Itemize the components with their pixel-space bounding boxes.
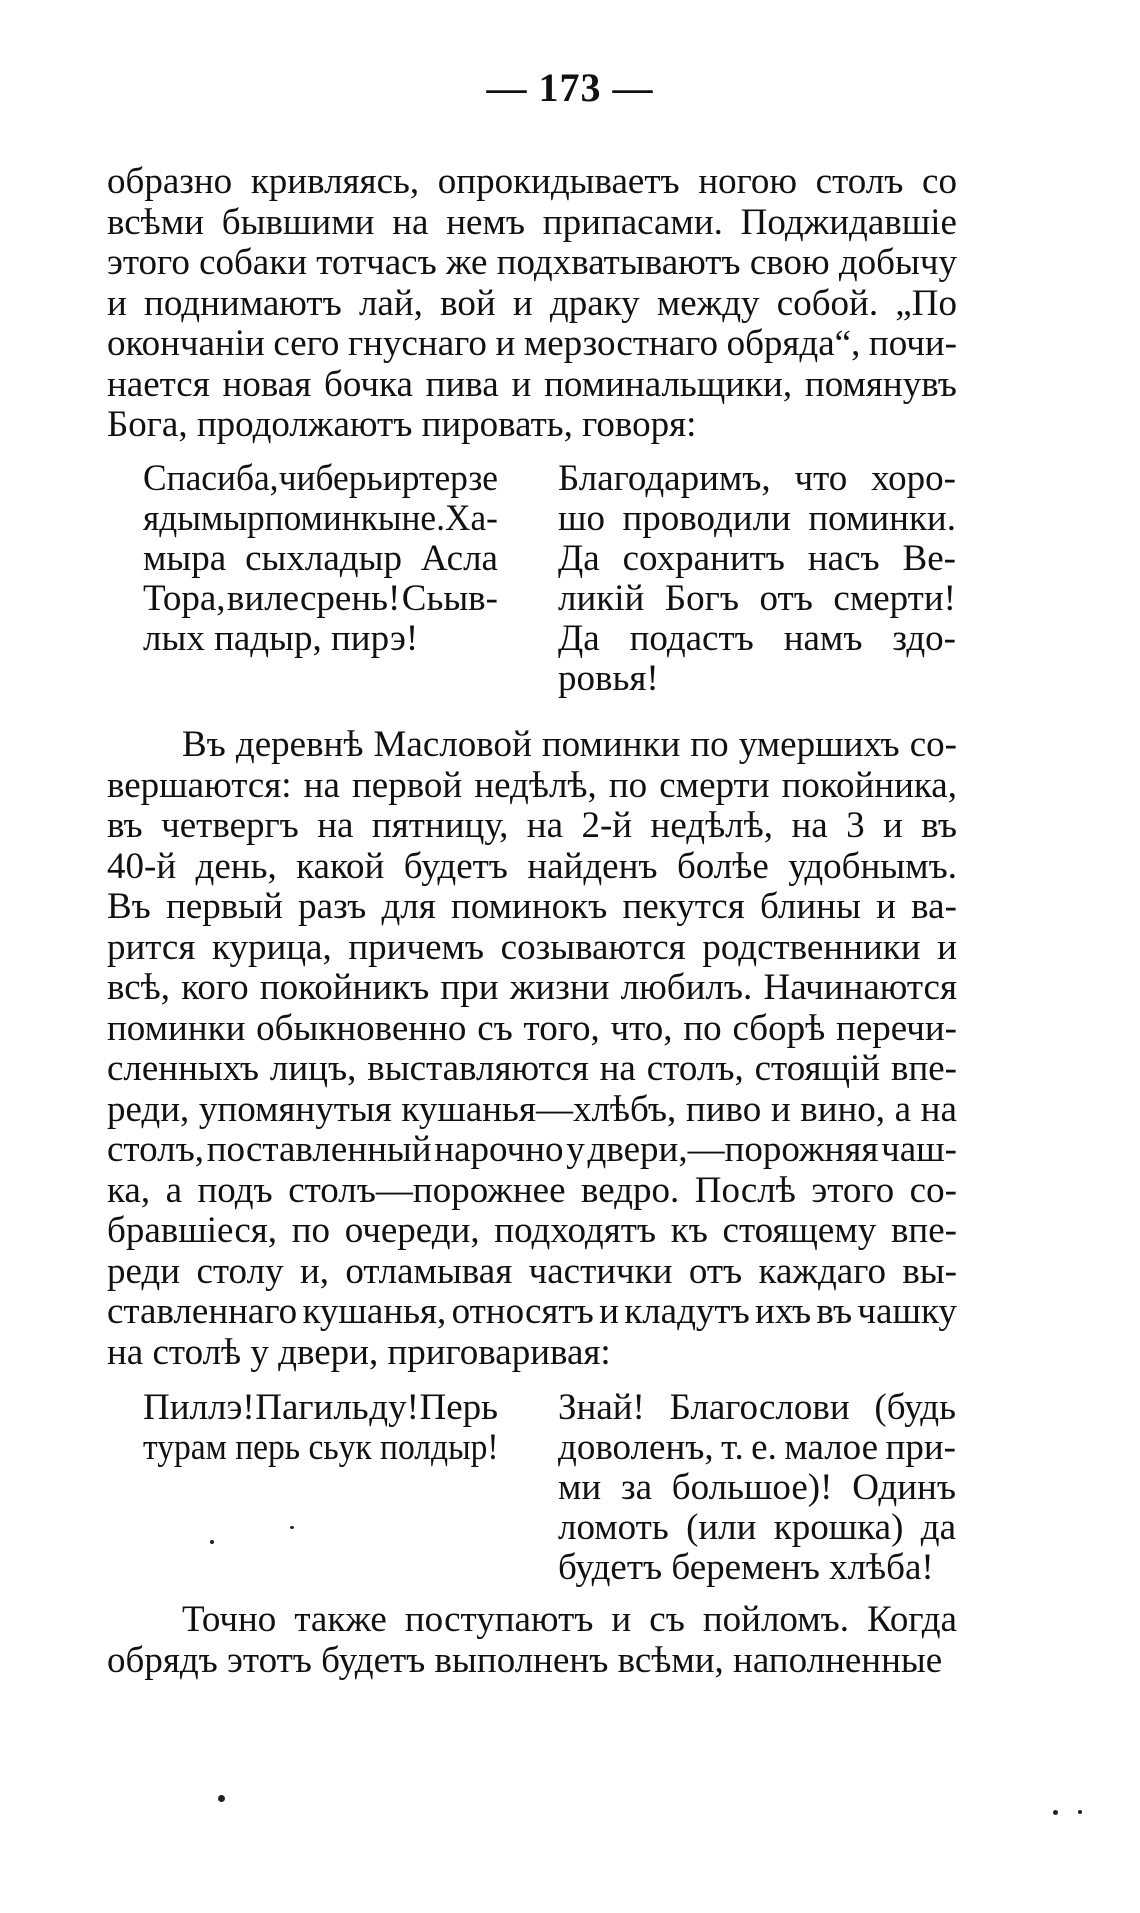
para1-line: нается новая бочка пива и поминальщики, помянувъ	[107, 363, 957, 405]
para2-line: въ четвергъ на пятницу, на 2-й недѣлѣ, на 3 и въ	[107, 805, 957, 846]
print-speck	[1053, 1810, 1058, 1815]
verse-line: Благодаримъ, что хоро-	[558, 458, 956, 499]
para2-line: реди, упомянутыя кушанья—хлѣбъ, пиво и вино, а на	[107, 1088, 957, 1130]
para1-line: всѣми бывшими на немъ припасами. Поджидавшiе	[107, 201, 957, 243]
para1-line: окончанiи сего гнуснаго и мерзостнаго обряда“, почи-	[107, 323, 957, 364]
print-speck	[290, 1526, 294, 1529]
verse-line: ломоть (или крошка) да	[558, 1507, 956, 1548]
verse-line: ликiй Богъ отъ смерти!	[558, 578, 956, 619]
para2-line: ка, а подъ столъ—порожнее ведро. Послѣ этого со-	[107, 1169, 957, 1211]
para2-line: на столѣ у двери, приговаривая:	[107, 1331, 611, 1373]
verse-line: турам перь сьук полдыр!	[143, 1427, 499, 1468]
para3-line: обрядъ этотъ будетъ выполненъ всѣми, наполненные	[107, 1639, 943, 1681]
verse-line: Тора, вилесрень! Сьыв-	[143, 578, 498, 619]
verse-line: ядымыр поминкыне. Ха-	[143, 498, 498, 539]
verse-2-translation	[558, 1388, 956, 1588]
para2-line: рится курица, причемъ созываются родственники и	[107, 926, 957, 968]
print-speck	[218, 1795, 225, 1802]
verse-line: Пиллэ! Пагиль ду! Перь	[143, 1387, 498, 1428]
para2-line: Въ первый разъ для поминокъ пекутся блины и ва-	[107, 886, 957, 927]
para2-line: поминки обыкновенно съ того, что, по сборѣ перечи-	[107, 1007, 957, 1049]
verse-line: будетъ беременъ хлѣба!	[558, 1547, 934, 1588]
print-speck	[210, 1540, 214, 1544]
para2-line: всѣ, кого покойникъ при жизни любилъ. Начинаются	[107, 967, 957, 1008]
para2-line: столъ, поставленный нарочно у двери,—порожняя чаш-	[107, 1129, 957, 1170]
para2-line: вершаются: на первой недѣлѣ, по смерти покойника,	[107, 764, 957, 806]
para3-line: Точно также поступаютъ и съ пойломъ. Когда	[182, 1599, 957, 1640]
para2-line: бравшiеся, по очереди, подходятъ къ стоящему впе-	[107, 1210, 957, 1251]
verse-line: доволенъ, т. е. малое при-	[558, 1427, 956, 1468]
verse-line: ровья!	[558, 658, 659, 699]
verse-line: Да сохранитъ насъ Ве-	[558, 538, 956, 579]
para1-line: Бога, продолжаютъ пировать, говоря:	[107, 404, 697, 445]
para1-line: образно кривляясь, опрокидываетъ ногою столъ со	[107, 161, 957, 202]
verse-2-original	[143, 1388, 498, 1468]
verse-line: шо проводили поминки.	[558, 498, 956, 539]
verse-line: мыра сыхладыр Асла	[143, 538, 498, 579]
verse-line: Знай! Благослови (будь	[558, 1387, 956, 1428]
para2-line: сленныхъ лицъ, выставляются на столъ, стоящiй впе-	[107, 1048, 957, 1089]
para2-line: Въ деревнѣ Масловой поминки по умершихъ со-	[182, 724, 957, 765]
para1-line: и поднимаютъ лай, вой и драку между собой. „По	[107, 282, 957, 324]
para2-line: 40-й день, какой будетъ найденъ болѣе удобнымъ.	[107, 845, 957, 887]
para2-line: ставленнаго кушанья, относятъ и кладутъ ихъ въ чашку	[107, 1291, 957, 1332]
print-speck	[1078, 1810, 1082, 1814]
para2-line: реди столу и, отламывая частички отъ каждаго вы-	[107, 1250, 957, 1292]
verse-line: лых падыр, пирэ!	[143, 618, 419, 659]
verse-1-original	[143, 459, 498, 659]
para1-line: этого собаки тотчасъ же подхватываютъ свою добычу	[107, 242, 957, 283]
verse-line: Спасиба, чиберь иртерзе	[143, 458, 499, 499]
page-number: — 173 —	[486, 65, 654, 110]
verse-line: ми за большое)! Одинъ	[558, 1467, 956, 1508]
verse-line: Да подастъ намъ здо-	[558, 618, 956, 659]
verse-1-translation	[558, 459, 956, 699]
